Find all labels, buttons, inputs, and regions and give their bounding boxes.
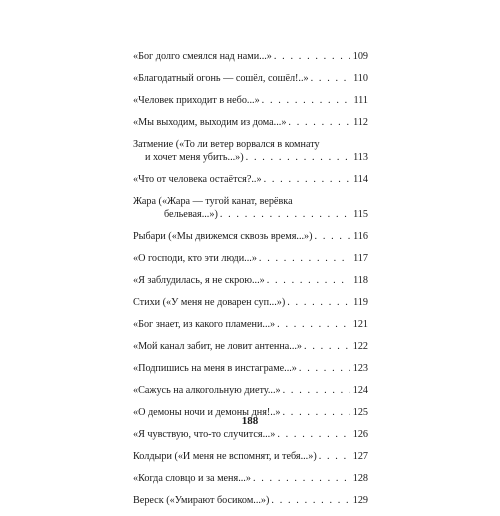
toc-entry-page: 115 [353,209,368,220]
toc-leader-dots [277,428,350,441]
toc-entry [133,362,368,375]
toc-entry-page: 114 [353,174,368,185]
toc-leader-dots [287,296,350,309]
toc-entry-title: Затмение («То ли ветер ворвался в комнату [133,139,320,150]
toc-entry-page: 111 [353,95,368,106]
toc-entry [133,50,368,63]
toc-entry-page: 128 [352,473,368,484]
toc-entry-title: «Мы выходим, выходим из дома...» [133,117,287,128]
toc-entry [133,116,368,129]
toc-entry-title: «Подпишись на меня в инстаграме...» [133,363,297,374]
toc-entry-title: «Сажусь на алкогольную диету...» [133,385,281,396]
toc-entry-page: 119 [353,297,368,308]
toc-entry [133,252,368,265]
toc-entry-page: 125 [352,407,368,418]
toc-entry-page: 129 [352,495,368,506]
toc-leader-dots [264,173,350,186]
toc-entry-page: 127 [352,451,368,462]
toc-entry-page: 113 [353,152,368,163]
toc-entry [133,428,368,441]
toc-entry [133,72,368,85]
toc-entry [133,274,368,287]
toc-entry [133,94,368,107]
toc-entry-page: 109 [352,51,368,62]
toc-leader-dots [277,318,350,331]
toc-leader-dots [274,50,350,63]
toc-entry-title: Вереск («Умирают босиком...») [133,495,270,506]
toc-entry-title-continued: бельевая...») [164,209,218,220]
toc-leader-dots [304,340,350,353]
toc-entry [133,318,368,331]
toc-leader-dots [246,151,350,164]
toc-leader-dots [319,450,350,463]
toc-entry-title: Стихи («У меня не доварен суп...») [133,297,286,308]
toc-entry-page: 123 [352,363,368,374]
toc-entry-title: «Когда словцо и за меня...» [133,473,251,484]
toc-entry-page: 122 [352,341,368,352]
page-number: 188 [241,415,259,427]
toc-leader-dots [220,208,350,221]
toc-leader-dots [283,384,350,397]
toc-entry-title-continued: и хочет меня убить...») [145,152,244,163]
toc-leader-dots [299,362,350,375]
toc-entry-title: Колдыри («И меня не вспомнят, и тебя...») [133,451,317,462]
toc-entry-title: «Человек приходит в небо...» [133,95,260,106]
toc-entry [133,494,368,507]
toc-entry-page: 121 [352,319,368,330]
toc-entry-title: Рыбари («Мы движемся сквозь время...») [133,231,313,242]
toc-entry [133,173,368,186]
toc-entry [133,384,368,397]
toc-entry-title: «Благодатный огонь — сошёл, сошёл!..» [133,73,309,84]
toc-entry-title: «Бог долго смеялся над нами...» [133,51,272,62]
toc-entry-title: «О демоны ночи и демоны дня!..» [133,407,281,418]
toc-leader-dots [271,494,350,507]
toc-leader-dots [311,72,350,85]
toc-leader-dots [259,252,350,265]
toc-entry [133,340,368,353]
toc-entry [133,450,368,463]
toc-entry-page: 116 [353,231,368,242]
toc-leader-dots [262,94,350,107]
toc-leader-dots [253,472,350,485]
toc-entry-title: «Бог знает, из какого пламени...» [133,319,276,330]
toc-entry-page: 126 [352,429,368,440]
toc-entry-page: 124 [352,385,368,396]
toc-entry [133,195,368,221]
toc-entry-page: 117 [353,253,368,264]
toc-entry-page: 118 [353,275,368,286]
toc-entry-title: «Я чувствую, что-то случится...» [133,429,276,440]
toc-entry-title: «Что от человека остаётся?..» [133,174,262,185]
toc-leader-dots [288,116,350,129]
toc-entry-title: «Мой канал забит, не ловит антенна...» [133,341,303,352]
toc-entry [133,230,368,243]
toc-entry-page: 112 [353,117,368,128]
toc-entry-title: «Я заблудилась, я не скрою...» [133,275,265,286]
toc-entry [133,472,368,485]
toc-entry-page: 110 [353,73,368,84]
table-of-contents [133,50,368,516]
toc-entry-title: Жара («Жара — тугой канат, верёвка [133,196,293,207]
toc-leader-dots [315,230,350,243]
toc-entry [133,138,368,164]
toc-entry-title: «О господи, кто эти люди...» [133,253,257,264]
toc-leader-dots [267,274,350,287]
toc-entry [133,296,368,309]
